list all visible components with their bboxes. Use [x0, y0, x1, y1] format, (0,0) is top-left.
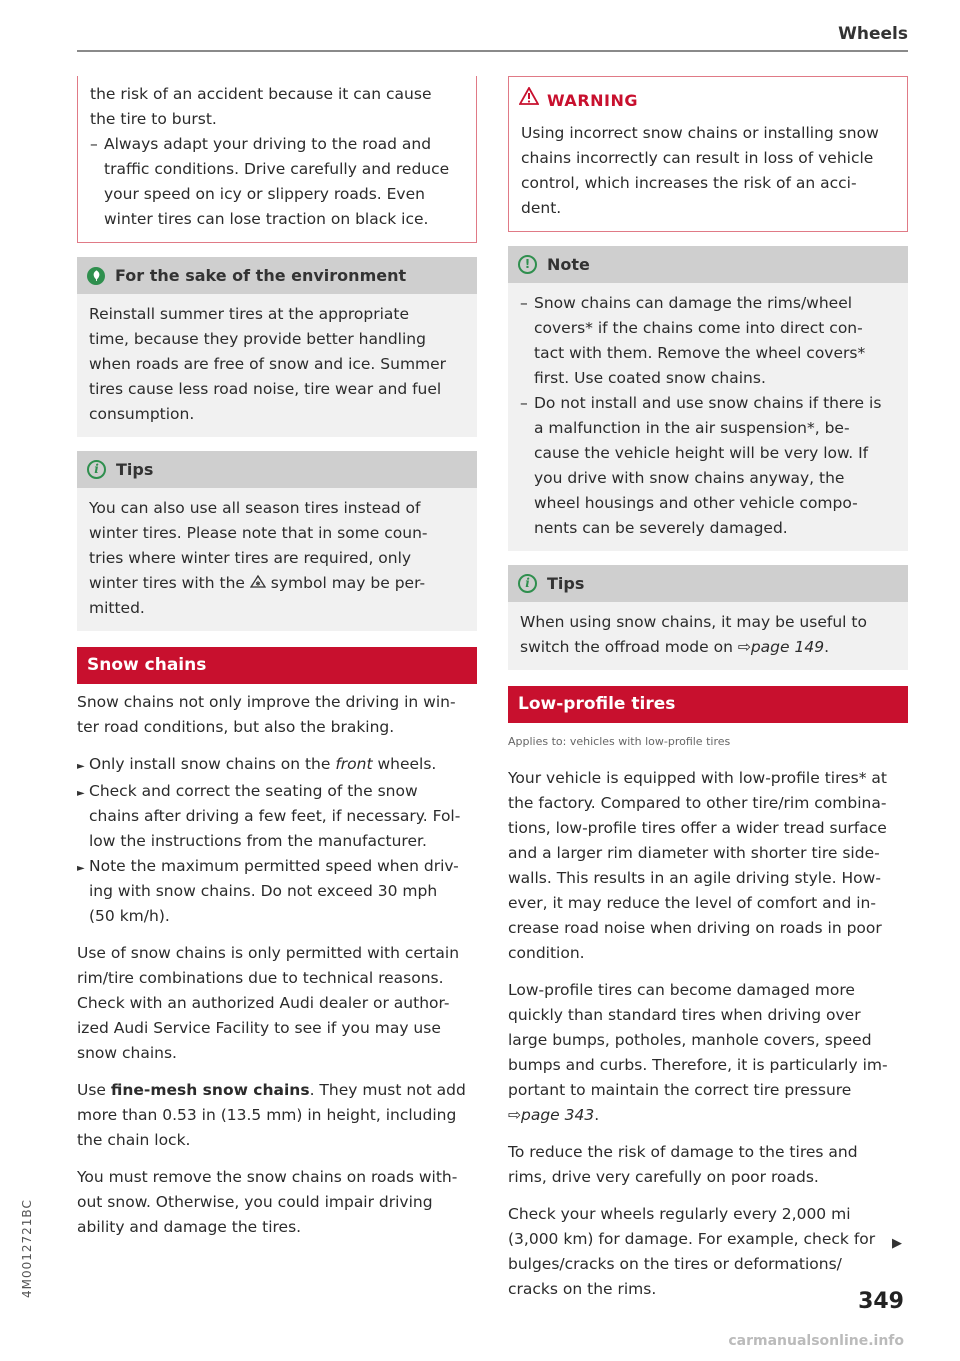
text-line: traffic conditions. Drive carefully and reduce [104, 160, 450, 178]
page-header-title: Wheels [838, 24, 908, 44]
note-body [508, 283, 908, 551]
step-bullet: ► [77, 788, 85, 799]
text-line: bumps and curbs. Therefore, it is particularly im- [508, 1056, 888, 1074]
text-line: (50 km/h). [89, 907, 170, 925]
note-title: Note [547, 255, 590, 274]
snow-chains-para-2 [77, 1078, 477, 1153]
text-run: Only install snow chains on the [89, 755, 336, 773]
winter-tire-symbol-icon [250, 574, 266, 592]
document-code: 4M0012721BC [20, 1199, 34, 1298]
text-line: rim/tire combinations due to technical reasons. [77, 969, 444, 987]
text-line: control, which increases the risk of an acci- [521, 174, 857, 192]
warning-title: WARNING [547, 90, 638, 110]
text-line: and a larger rim diameter with shorter tire side- [508, 844, 880, 862]
tips-header [77, 451, 477, 488]
text-line: you drive with snow chains anyway, the [534, 469, 845, 487]
warning-header [509, 77, 907, 119]
dash-marker: – [90, 135, 98, 153]
text-line [89, 752, 477, 779]
watermark: carmanualsonline.info [728, 1333, 904, 1349]
text-line: You must remove the snow chains on roads with- [77, 1168, 458, 1186]
step-text [89, 779, 477, 854]
note-item-text [534, 391, 896, 541]
snow-chains-para-1 [77, 941, 477, 1066]
header-rule [77, 50, 908, 52]
step-item [77, 752, 477, 779]
tips-body [508, 602, 908, 670]
warning-triangle-icon [519, 87, 539, 113]
text-line: ter road conditions, but also the braking. [77, 718, 395, 736]
text-line: cause the vehicle height will be very low. If [534, 444, 869, 462]
text-line [89, 571, 465, 596]
snow-chains-intro [77, 690, 477, 740]
text-line: time, because they provide better handling [89, 330, 426, 348]
warning-body [509, 119, 907, 231]
text-run: symbol may be per- [265, 574, 426, 592]
text-run: switch the offroad mode on [520, 638, 738, 656]
tips-header [508, 565, 908, 602]
note-list-item [520, 291, 896, 391]
text-line: more than 0.53 in (13.5 mm) in height, including [77, 1106, 457, 1124]
warning-list-item-text [104, 132, 462, 232]
text-line: low the instructions from the manufacturer. [89, 832, 427, 850]
page-reference-link[interactable]: page 343 [521, 1106, 595, 1124]
low-profile-para-1 [508, 766, 908, 966]
text-line: tries where winter tires are required, only [89, 549, 412, 567]
tips-body [77, 488, 477, 631]
text-line: the factory. Compared to other tire/rim combina- [508, 794, 887, 812]
page-reference-link[interactable]: page 149 [750, 638, 825, 656]
text-line: large bumps, potholes, manhole covers, speed [508, 1031, 872, 1049]
warning-list-item [90, 132, 462, 232]
text-line: cracks on the rims. [508, 1280, 657, 1298]
text-line: tact with them. Remove the wheel covers* [534, 344, 866, 362]
text-line: the chain lock. [77, 1131, 191, 1149]
note-box [508, 246, 908, 551]
text-line: ability and damage the tires. [77, 1218, 302, 1236]
applies-to-note: Applies to: vehicles with low-profile tires [508, 735, 731, 748]
low-profile-tires-heading: Low-profile tires [508, 686, 908, 723]
leaf-icon [87, 267, 105, 285]
text-line: You can also use all season tires instead of [89, 499, 421, 517]
left-column [77, 76, 477, 1252]
text-line: Using incorrect snow chains or installing snow [521, 124, 879, 142]
text-line: To reduce the risk of damage to the tires and [508, 1143, 858, 1161]
text-run: wheels. [372, 755, 437, 773]
text-line: Use of snow chains is only permitted with certain [77, 944, 460, 962]
ref-arrow-icon: ⇨ [508, 1106, 521, 1124]
text-line: When using snow chains, it may be useful to [520, 613, 867, 631]
text-line [77, 1078, 477, 1103]
ref-arrow-icon: ⇨ [737, 638, 751, 656]
text-line: tions, low-profile tires offer a wider tread surface [508, 819, 887, 837]
step-bullet: ► [77, 863, 85, 874]
info-icon: i [518, 574, 537, 593]
text-run: winter tires with the [89, 574, 250, 592]
text-line: ever, it may reduce the level of comfort and in- [508, 894, 876, 912]
text-line: the risk of an accident because it can cause [90, 85, 432, 103]
warning-continued-text [90, 82, 462, 132]
text-line: Check with an authorized Audi dealer or author- [77, 994, 450, 1012]
text-line: out snow. Otherwise, you could impair driving [77, 1193, 433, 1211]
info-icon: i [87, 460, 106, 479]
bold-text: fine-mesh snow chains [110, 1081, 310, 1099]
text-line: condition. [508, 944, 585, 962]
snow-chains-heading: Snow chains [77, 647, 477, 684]
text-line: snow chains. [77, 1044, 177, 1062]
text-line: bulges/cracks on the tires or deformations/ [508, 1255, 842, 1273]
text-line: quickly than standard tires when driving over [508, 1006, 861, 1024]
text-line: (3,000 km) for damage. For example, check for [508, 1230, 876, 1248]
note-header [508, 246, 908, 283]
text-run: . [594, 1106, 600, 1124]
text-line: crease road noise when driving on roads in poor [508, 919, 882, 937]
text-run: . [824, 638, 830, 656]
text-line: Do not install and use snow chains if there is [534, 394, 882, 412]
note-item-text [534, 291, 896, 391]
text-line: Check your wheels regularly every 2,000 mi [508, 1205, 851, 1223]
text-line: wheel housings and other vehicle compo- [534, 494, 858, 512]
snow-chains-para-3 [77, 1165, 477, 1240]
low-profile-para-2 [508, 978, 908, 1128]
text-line: Check and correct the seating of the snow [89, 782, 418, 800]
text-run: . They must not add [309, 1081, 466, 1099]
right-column [508, 76, 908, 1314]
text-line: tires cause less road noise, tire wear and fuel [89, 380, 442, 398]
text-line: walls. This results in an agile driving style. How- [508, 869, 881, 887]
dash-marker: – [520, 394, 528, 412]
text-line: Snow chains can damage the rims/wheel [534, 294, 853, 312]
snow-chains-steps [77, 752, 477, 929]
text-line: chains after driving a few feet, if necessary. Fol- [89, 807, 461, 825]
step-text [89, 854, 477, 929]
tips-box-right [508, 565, 908, 670]
dash-marker: – [520, 294, 528, 312]
text-line: a malfunction in the air suspension*, be- [534, 419, 850, 437]
text-line: dent. [521, 199, 562, 217]
text-line: Note the maximum permitted speed when driv- [89, 857, 459, 875]
text-line: Low-profile tires can become damaged more [508, 981, 855, 999]
page-number: 349 [858, 1289, 904, 1314]
tips-title: Tips [116, 460, 154, 479]
text-line: ized Audi Service Facility to see if you may use [77, 1019, 441, 1037]
environment-title: For the sake of the environment [115, 266, 407, 285]
step-bullet: ► [77, 761, 85, 772]
step-item [77, 779, 477, 854]
text-line: winter tires can lose traction on black ice. [104, 210, 429, 228]
warning-continued-box [77, 76, 477, 243]
step-item [77, 854, 477, 929]
text-line: nents can be severely damaged. [534, 519, 788, 537]
emphasis-text: front [335, 755, 373, 773]
exclamation-icon: ! [518, 255, 537, 274]
text-line: portant to maintain the correct tire pressure [508, 1081, 852, 1099]
text-line: winter tires. Please note that in some coun- [89, 524, 428, 542]
text-line: your speed on icy or slippery roads. Even [104, 185, 425, 203]
text-run: Use [77, 1081, 111, 1099]
text-line: consumption. [89, 405, 195, 423]
environment-body [77, 294, 477, 437]
text-line: Your vehicle is equipped with low-profile tires* at [508, 769, 887, 787]
text-line: covers* if the chains come into direct con- [534, 319, 863, 337]
low-profile-para-4 [508, 1202, 908, 1302]
text-line: mitted. [89, 599, 145, 617]
text-line [508, 1103, 908, 1128]
text-line: Reinstall summer tires at the appropriate [89, 305, 410, 323]
tips-title: Tips [547, 574, 585, 593]
text-line: Snow chains not only improve the driving in win- [77, 693, 456, 711]
text-line: chains incorrectly can result in loss of vehicle [521, 149, 874, 167]
text-line: Always adapt your driving to the road and [104, 135, 432, 153]
text-line: first. Use coated snow chains. [534, 369, 766, 387]
text-line: rims, drive very carefully on poor roads. [508, 1168, 819, 1186]
text-line: the tire to burst. [90, 110, 217, 128]
note-list-item [520, 391, 896, 541]
environment-box [77, 257, 477, 437]
text-line [520, 635, 896, 660]
environment-header [77, 257, 477, 294]
text-line: when roads are free of snow and ice. Summer [89, 355, 447, 373]
continue-arrow-icon: ▶ [892, 1236, 902, 1251]
low-profile-para-3 [508, 1140, 908, 1190]
text-line: ing with snow chains. Do not exceed 30 mph [89, 882, 438, 900]
tips-box [77, 451, 477, 631]
warning-box [508, 76, 908, 232]
